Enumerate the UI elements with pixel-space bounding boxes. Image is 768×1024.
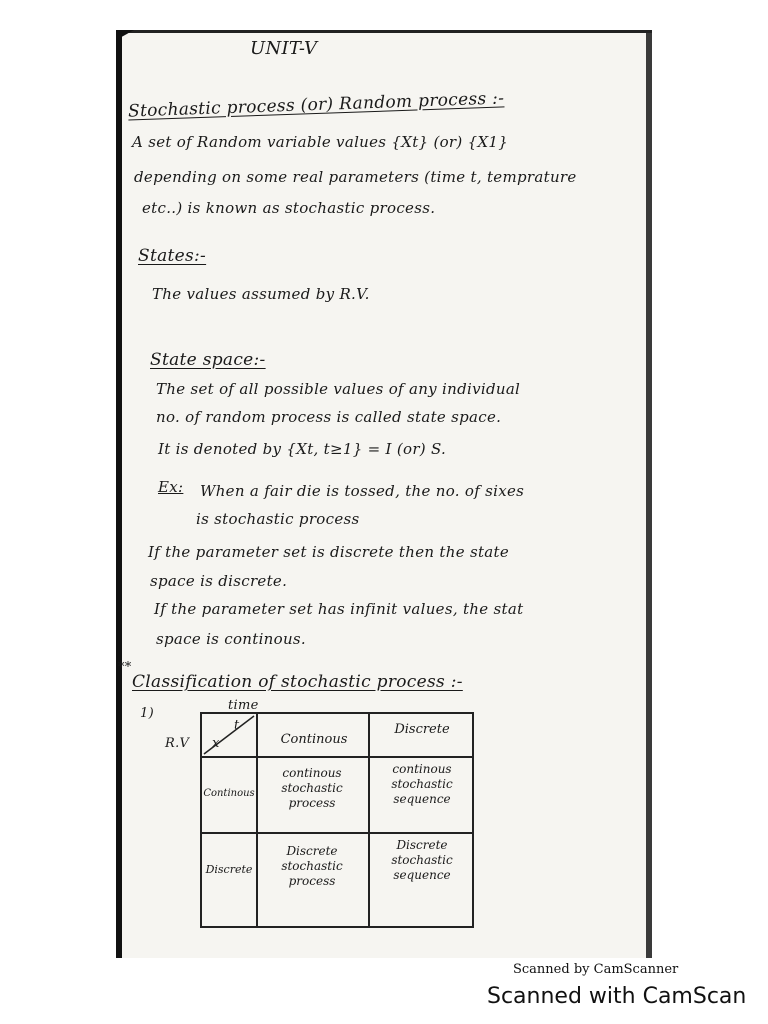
table-cell-discrete-discrete: Discrete stochastic sequence: [391, 838, 453, 882]
table-col-header-continuous: Continous: [280, 732, 348, 747]
rule-line-4: space is continous.: [156, 630, 306, 648]
states-heading: States:-: [138, 246, 207, 266]
example-line-2: is stochastic process: [196, 510, 360, 528]
classification-marker: **: [118, 660, 132, 675]
classification-table: [200, 712, 474, 928]
table-corner-diagonal: [202, 714, 256, 756]
definition-line-1: A set of Random variable values {Xt} (or) {X1}: [132, 133, 509, 151]
example-label: Ex:: [158, 478, 184, 496]
table-divider-row-2: [202, 832, 472, 834]
definition-line-2: depending on some real parameters (time t, temprature: [134, 168, 577, 186]
table-corner-t: t: [234, 718, 240, 733]
table-cell-continuous-continuous: continous stochastic process: [281, 766, 343, 810]
unit-title: UNIT-V: [250, 38, 318, 59]
states-text: The values assumed by R.V.: [152, 285, 370, 303]
table-time-label: time: [228, 698, 259, 713]
state-space-line-3: It is denoted by {Xt, t≥1} = I (or) S.: [158, 440, 447, 458]
table-corner-x: x: [212, 736, 220, 751]
table-row-label-discrete: Discrete: [205, 863, 253, 876]
classification-heading: Classification of stochastic process :-: [132, 672, 463, 692]
state-space-line-2: no. of random process is called state space.: [156, 408, 502, 426]
list-number: 1): [140, 706, 154, 721]
table-divider-col-1: [256, 714, 258, 926]
page-corner-shadow: [116, 30, 134, 40]
table-cell-continuous-discrete: continous stochastic sequence: [391, 762, 453, 806]
rule-line-2: space is discrete.: [150, 572, 288, 590]
table-col-header-discrete: Discrete: [394, 722, 450, 737]
table-divider-col-2: [368, 714, 370, 926]
table-cell-discrete-continuous: Discrete stochastic process: [281, 844, 343, 888]
rule-line-1: If the parameter set is discrete then the state: [148, 543, 510, 561]
state-space-line-1: The set of all possible values of any individual: [156, 380, 521, 398]
rule-line-3: If the parameter set has infinit values, the stat: [154, 600, 524, 618]
scanner-watermark-small: Scanned by CamScanner: [513, 962, 679, 977]
state-space-heading: State space:-: [150, 350, 266, 370]
table-rv-label: R.V: [165, 736, 190, 751]
table-divider-row-1: [202, 756, 472, 758]
section-heading: Stochastic process (or) Random process :-: [127, 88, 505, 122]
definition-line-3: etc..) is known as stochastic process.: [142, 199, 436, 217]
table-row-label-continuous: Continous: [203, 788, 255, 799]
example-line-1: When a fair die is tossed, the no. of sixes: [200, 482, 525, 500]
scanner-watermark-large: Scanned with CamScan: [487, 984, 747, 1009]
